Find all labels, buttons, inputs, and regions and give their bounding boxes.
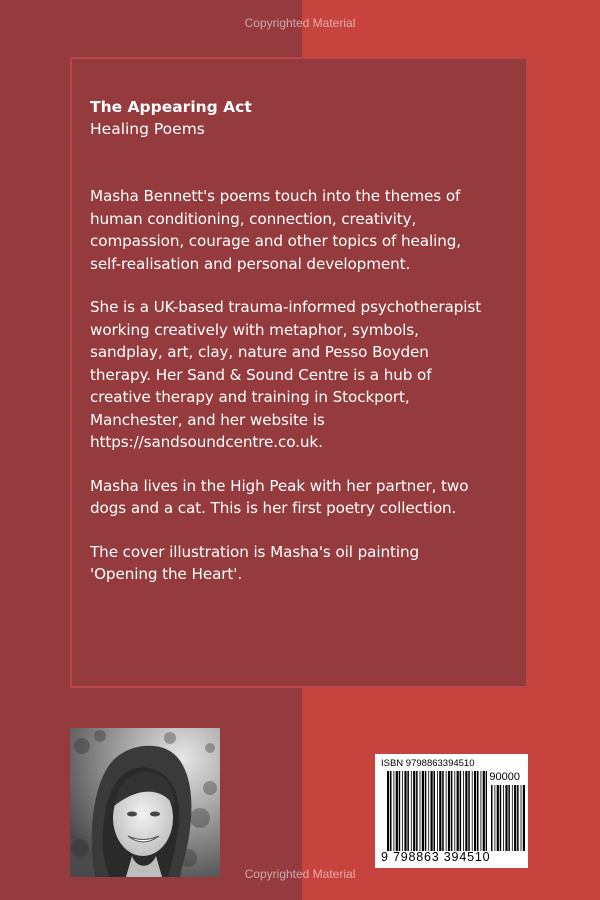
barcode-bar — [521, 785, 522, 851]
barcode-bar — [472, 771, 473, 851]
barcode-bar — [413, 771, 415, 851]
barcode-bar — [460, 771, 462, 851]
barcode-bar — [425, 771, 427, 851]
barcode-bar — [505, 785, 507, 851]
barcode-bar — [416, 771, 418, 851]
blurb-paragraph — [90, 541, 508, 586]
barcode-bar — [468, 771, 470, 851]
barcode-bar — [390, 771, 392, 851]
blurb-paragraph — [90, 185, 508, 275]
blurb-line: compassion, courage and other topics of healing, — [90, 232, 461, 250]
barcode-bar — [446, 771, 447, 851]
isbn-barcode — [375, 754, 528, 868]
barcode-bar — [523, 785, 525, 851]
book-title: The Appearing Act — [90, 98, 252, 116]
blurb-line: Masha lives in the High Peak with her partner, two — [90, 476, 469, 495]
barcode-bar — [396, 771, 398, 851]
copyright-watermark-bottom: Copyrighted Material — [244, 867, 356, 881]
barcode-bar — [431, 771, 433, 851]
barcode-bar — [474, 771, 476, 851]
barcode-bar — [514, 785, 516, 851]
barcode-bar — [495, 785, 496, 851]
barcode-bar — [454, 771, 455, 851]
barcode-bar — [503, 785, 504, 851]
blurb-line: Masha Bennett's poems touch into the themes of — [90, 187, 461, 205]
blurb-line: Manchester, and her website is — [90, 410, 325, 429]
barcode-bar — [399, 771, 401, 851]
author-photo — [70, 728, 220, 877]
barcode-bars — [387, 771, 487, 851]
barcode-bar — [439, 771, 441, 851]
barcode-bar — [497, 785, 499, 851]
blurb-paragraph — [90, 296, 508, 454]
barcode-bar — [500, 785, 502, 851]
barcode-bar — [407, 771, 409, 851]
barcode-bar — [491, 785, 493, 851]
barcode-bar — [451, 771, 453, 851]
copyright-watermark-top: Copyrighted Material — [244, 16, 356, 30]
barcode-bar — [437, 771, 438, 851]
blurb-line: 'Opening the Heart'. — [90, 565, 243, 583]
blurb-line: creative therapy and training in Stockport, — [90, 388, 410, 406]
blurb-line: The cover illustration is Masha's oil painting — [90, 542, 420, 561]
blurb-panel — [70, 57, 528, 688]
barcode-bar — [422, 771, 424, 851]
barcode-bar — [428, 771, 429, 851]
barcode-bar — [442, 771, 444, 851]
blurb-paragraph — [90, 475, 508, 520]
blurb-text — [90, 185, 508, 586]
blurb-line: therapy. Her Sand & Sound Centre is a hub of — [90, 365, 432, 384]
barcode-addon-bars — [491, 785, 525, 851]
barcode-bar — [404, 771, 406, 851]
barcode-bar — [411, 771, 412, 851]
barcode-bar — [387, 771, 389, 851]
blurb-line: self-realisation and personal development. — [90, 254, 411, 273]
barcode-price-code: 90000 — [489, 771, 520, 783]
blurb-line: She is a UK-based trauma-informed psychotherapist — [90, 298, 482, 316]
barcode-bar — [486, 771, 487, 851]
barcode-bar — [463, 771, 464, 851]
barcode-bar — [402, 771, 403, 851]
barcode-bar — [483, 771, 485, 851]
blurb-line: https://sandsoundcentre.co.uk. — [90, 433, 323, 451]
isbn-label: ISBN 9798863394510 — [381, 758, 475, 769]
barcode-bar — [508, 785, 510, 851]
barcode-bar — [481, 771, 482, 851]
author-portrait-icon — [70, 728, 220, 877]
blurb-line: working creatively with metaphor, symbols, — [90, 320, 419, 339]
barcode-bar — [477, 771, 479, 851]
barcode-bar — [434, 771, 436, 851]
barcode-bar — [457, 771, 459, 851]
barcode-bar — [517, 785, 519, 851]
barcode-digits: 9 798863 394510 — [381, 850, 491, 864]
barcode-bar — [512, 785, 513, 851]
barcode-bar — [448, 771, 450, 851]
blurb-line: human conditioning, connection, creativity, — [90, 209, 417, 228]
barcode-bar — [394, 771, 395, 851]
barcode-bar — [465, 771, 467, 851]
blurb-line: sandplay, art, clay, nature and Pesso Boyden — [90, 343, 429, 361]
barcode-bar — [420, 771, 421, 851]
blurb-line: dogs and a cat. This is her first poetry collection. — [90, 499, 457, 517]
book-subtitle: Healing Poems — [90, 120, 205, 138]
